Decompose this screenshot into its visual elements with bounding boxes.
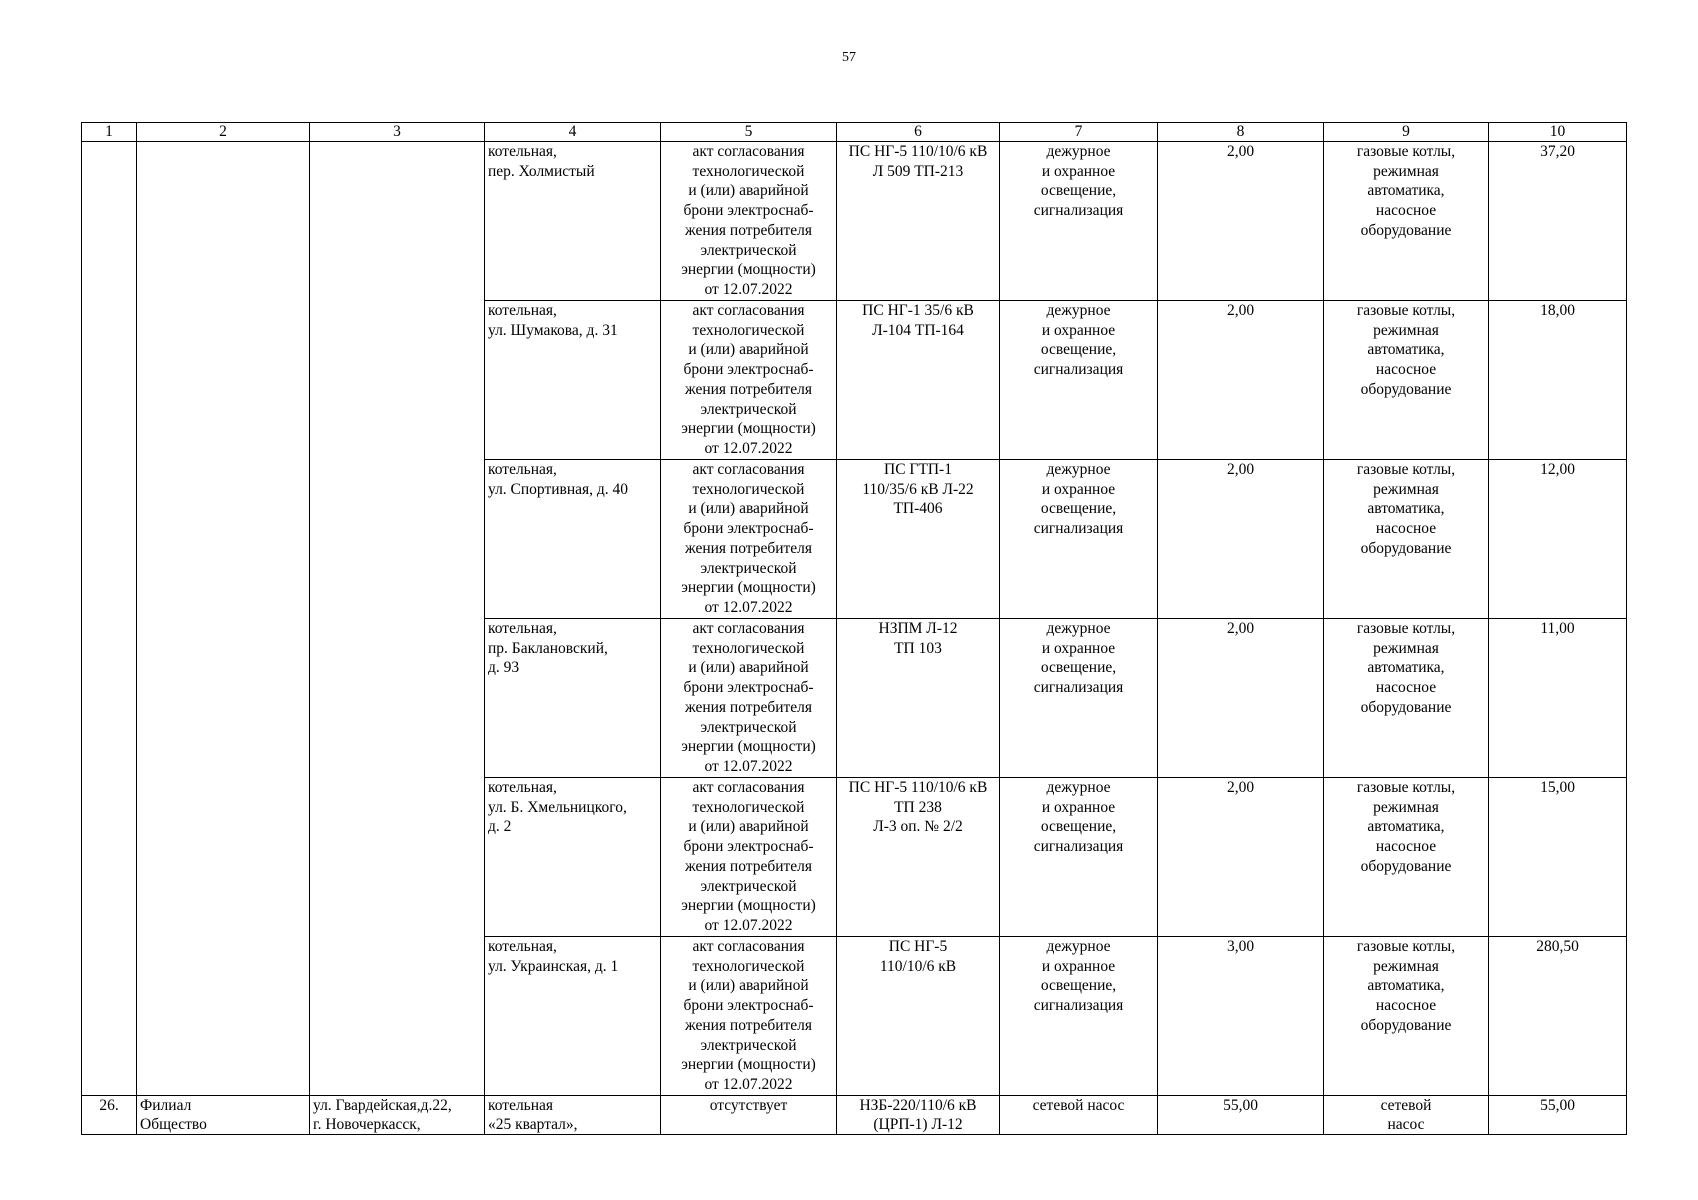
equipment-cell: дежурное и охранное освещение, сигнализация	[1000, 937, 1158, 1096]
value-cell: 2,00	[1158, 619, 1324, 778]
address-cell: ул. Гвардейская,д.22, г. Новочеркасск,	[310, 1096, 485, 1135]
equipment-list-cell: газовые котлы, режимная автоматика, насосное оборудование	[1324, 301, 1489, 460]
equipment-list-cell: газовые котлы, режимная автоматика, насосное оборудование	[1324, 619, 1489, 778]
power-source-cell: ПС НГ-5 110/10/6 кВ	[837, 937, 1000, 1096]
row-number-cell: 26.	[82, 1096, 137, 1135]
document-cell: отсутствует	[661, 1096, 837, 1135]
equipment-list-cell: сетевой насос	[1324, 1096, 1489, 1135]
column-number: 7	[1000, 123, 1158, 142]
column-number: 3	[310, 123, 485, 142]
column-number: 4	[485, 123, 661, 142]
facility-cell: котельная, ул. Б. Хмельницкого, д. 2	[485, 778, 661, 937]
value-cell: 3,00	[1158, 937, 1324, 1096]
value-cell: 55,00	[1158, 1096, 1324, 1135]
value-cell: 2,00	[1158, 142, 1324, 301]
power-source-cell: ПС НГ-5 110/10/6 кВ ТП 238 Л-3 оп. № 2/2	[837, 778, 1000, 937]
value-cell: 11,00	[1489, 619, 1627, 778]
equipment-list-cell: газовые котлы, режимная автоматика, насосное оборудование	[1324, 937, 1489, 1096]
equipment-cell: дежурное и охранное освещение, сигнализация	[1000, 460, 1158, 619]
column-number: 1	[82, 123, 137, 142]
value-cell: 2,00	[1158, 301, 1324, 460]
page-number: 57	[842, 50, 856, 65]
table-row	[82, 1096, 1627, 1135]
facility-cell: котельная, ул. Шумакова, д. 31	[485, 301, 661, 460]
equipment-cell: дежурное и охранное освещение, сигнализация	[1000, 778, 1158, 937]
value-cell: 15,00	[1489, 778, 1627, 937]
cell-col1-blank	[82, 142, 137, 1096]
document-cell: акт согласования технологической и (или) аварийной брони электроснаб- жения потребителя электрической энергии (мощности) от 12.07.2022	[661, 142, 837, 301]
power-source-cell: ПС НГ-1 35/6 кВ Л-104 ТП-164	[837, 301, 1000, 460]
power-source-cell: НЗПМ Л-12 ТП 103	[837, 619, 1000, 778]
facility-cell: котельная, ул. Украинская, д. 1	[485, 937, 661, 1096]
document-cell: акт согласования технологической и (или) аварийной брони электроснаб- жения потребителя электрической энергии (мощности) от 12.07.2022	[661, 301, 837, 460]
table-row	[82, 142, 1627, 301]
value-cell: 2,00	[1158, 460, 1324, 619]
value-cell: 18,00	[1489, 301, 1627, 460]
value-cell: 37,20	[1489, 142, 1627, 301]
document-cell: акт согласования технологической и (или) аварийной брони электроснаб- жения потребителя электрической энергии (мощности) от 12.07.2022	[661, 778, 837, 937]
column-number: 10	[1489, 123, 1627, 142]
equipment-cell: дежурное и охранное освещение, сигнализация	[1000, 619, 1158, 778]
value-cell: 2,00	[1158, 778, 1324, 937]
column-number: 9	[1324, 123, 1489, 142]
column-number: 6	[837, 123, 1000, 142]
power-source-cell: ПС НГ-5 110/10/6 кВ Л 509 ТП-213	[837, 142, 1000, 301]
facility-cell: котельная, ул. Спортивная, д. 40	[485, 460, 661, 619]
document-cell: акт согласования технологической и (или) аварийной брони электроснаб- жения потребителя электрической энергии (мощности) от 12.07.2022	[661, 460, 837, 619]
cell-col3-blank	[310, 142, 485, 1096]
value-cell: 55,00	[1489, 1096, 1627, 1135]
document-cell: акт согласования технологической и (или) аварийной брони электроснаб- жения потребителя электрической энергии (мощности) от 12.07.2022	[661, 619, 837, 778]
facility-cell: котельная «25 квартал»,	[485, 1096, 661, 1135]
equipment-cell: дежурное и охранное освещение, сигнализация	[1000, 142, 1158, 301]
value-cell: 12,00	[1489, 460, 1627, 619]
column-number: 8	[1158, 123, 1324, 142]
power-source-cell: ПС ГТП-1 110/35/6 кВ Л-22 ТП-406	[837, 460, 1000, 619]
equipment-list-cell: газовые котлы, режимная автоматика, насосное оборудование	[1324, 778, 1489, 937]
column-number-row	[82, 123, 1627, 142]
organization-cell: Филиал Общество	[137, 1096, 310, 1135]
equipment-list-cell: газовые котлы, режимная автоматика, насосное оборудование	[1324, 142, 1489, 301]
document-cell: акт согласования технологической и (или) аварийной брони электроснаб- жения потребителя электрической энергии (мощности) от 12.07.2022	[661, 937, 837, 1096]
equipment-cell: дежурное и охранное освещение, сигнализация	[1000, 301, 1158, 460]
reservation-table	[81, 122, 1627, 1135]
value-cell: 280,50	[1489, 937, 1627, 1096]
facility-cell: котельная, пр. Баклановский, д. 93	[485, 619, 661, 778]
facility-cell: котельная, пер. Холмистый	[485, 142, 661, 301]
column-number: 5	[661, 123, 837, 142]
equipment-cell: сетевой насос	[1000, 1096, 1158, 1135]
power-source-cell: НЗБ-220/110/6 кВ (ЦРП-1) Л-12	[837, 1096, 1000, 1135]
equipment-list-cell: газовые котлы, режимная автоматика, насосное оборудование	[1324, 460, 1489, 619]
cell-col2-blank	[137, 142, 310, 1096]
column-number: 2	[137, 123, 310, 142]
